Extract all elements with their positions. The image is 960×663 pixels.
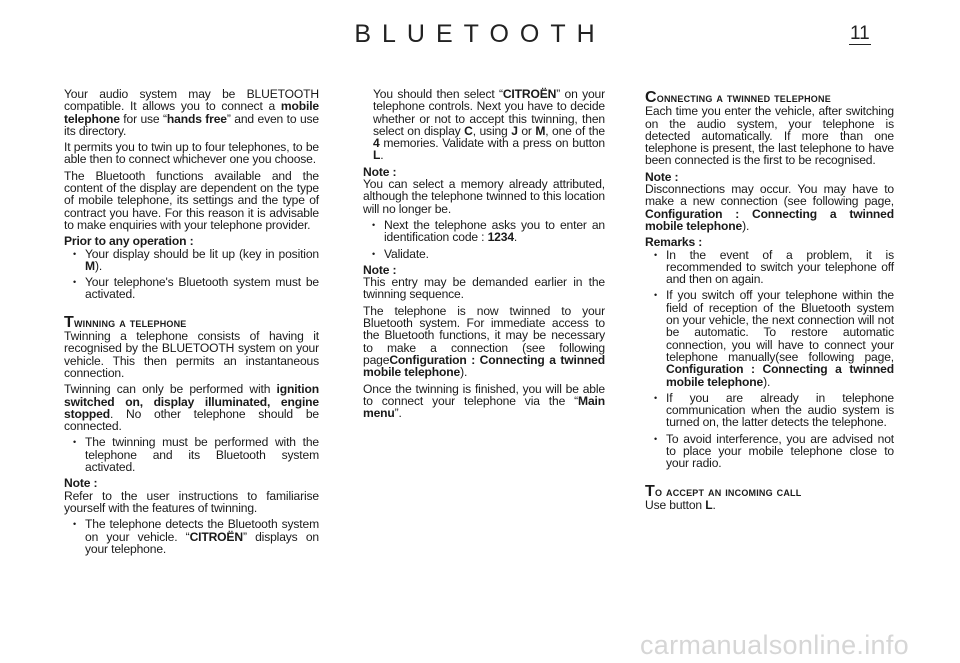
paragraph	[363, 305, 605, 379]
text: for use “	[119, 111, 167, 126]
text: ).	[763, 374, 771, 389]
text: Note :	[64, 476, 98, 491]
bold-text: L	[705, 497, 713, 512]
bullet-item	[73, 276, 319, 301]
text: or	[517, 123, 536, 138]
text: Validate.	[384, 246, 429, 261]
bold-text: hands free	[166, 111, 227, 126]
bold-text: Configuration : Connecting a twinned mobile telephone	[363, 352, 605, 380]
heading-text: winning a telephone	[73, 314, 187, 330]
bold-text: J	[511, 123, 518, 138]
bold-text: 1234	[487, 230, 514, 245]
section-heading	[645, 482, 894, 500]
bold-text: ignition switched on, display illuminated, engine stopped	[64, 382, 319, 421]
bullet-item	[73, 518, 319, 555]
bold-text: M	[535, 123, 546, 138]
bold-text: Configuration : Connecting a twinned mobile telephone	[645, 206, 894, 233]
text: ” and even to use its directory.	[64, 111, 319, 138]
bullet-item	[654, 249, 894, 286]
text: Note :	[363, 164, 397, 179]
text: Note :	[645, 169, 679, 184]
page-number: 11	[850, 23, 870, 44]
text: , one of the	[545, 123, 606, 138]
text: Each time you enter the vehicle, after switching on the audio system, your telephone is detected automatically. If more than one telephone is present, the last telephone to have been connected is the first to be recognised.	[645, 104, 894, 168]
text: In the event of a problem, it is recommended to switch your telephone off and then on again.	[666, 247, 894, 287]
text: Prior to any operation :	[64, 234, 194, 249]
text: ).	[460, 365, 468, 380]
text: It permits you to twin up to four telephones, to be able then to connect whichever one you choose.	[64, 140, 319, 167]
text: ” displays on your telephone.	[85, 529, 319, 556]
text: ”.	[394, 406, 402, 421]
paragraph	[645, 183, 894, 232]
bold-text: mobile telephone	[64, 99, 319, 126]
paragraph	[64, 88, 319, 137]
text: , using	[472, 123, 512, 138]
bold-text: Configuration : Connecting a twinned mobile telephone	[666, 362, 894, 389]
bullet-item	[654, 392, 894, 429]
bullet-item	[372, 248, 605, 260]
heading-initial: T	[645, 482, 655, 500]
text: Refer to the user instructions to familiarise yourself with the features of twinning.	[64, 488, 319, 515]
bold-text: C	[464, 123, 473, 138]
text: Your audio system may be BLUETOOTH compatible. It allows you to connect a	[64, 87, 319, 114]
text: Once the twinning is finished, you will be able to connect your telephone via the “	[363, 381, 605, 408]
paragraph	[64, 170, 319, 231]
bold-text: 4	[373, 136, 380, 151]
text: ).	[94, 258, 103, 273]
text: Remarks :	[645, 235, 703, 250]
text: Next the telephone asks you to enter an identification code :	[384, 217, 605, 245]
heading-initial: T	[64, 313, 74, 331]
text: Twinning can only be performed with	[64, 382, 277, 397]
text: Use button	[645, 497, 706, 512]
section-heading	[64, 313, 319, 331]
text: Note :	[363, 262, 397, 277]
text: You should then select “	[373, 87, 503, 101]
text: To avoid interference, you are advised not to place your mobile telephone close to your radio.	[666, 431, 894, 471]
bullet-item	[654, 433, 894, 470]
text: The twinning must be performed with the telephone and its Bluetooth system activated.	[85, 435, 319, 475]
paragraph	[363, 383, 605, 420]
bold-text: CITROËN	[189, 529, 243, 544]
text: The telephone is now twinned to your Bluetooth system. For immediate access to the Bluetooth functions, it may be necessary to make a connection (see following page	[363, 303, 605, 367]
section-heading	[645, 89, 894, 106]
text: Your telephone's Bluetooth system must be activated.	[85, 275, 319, 302]
bullet-item	[372, 219, 605, 244]
paragraph	[645, 105, 894, 166]
bold-text: Main menu	[363, 393, 605, 421]
paragraph	[363, 88, 605, 162]
text: Disconnections may occur. You may have to make a new connection (see following page,	[645, 182, 894, 209]
text: ).	[742, 218, 750, 233]
watermark: carmanualsonline.info	[640, 630, 909, 660]
bold-text: CITROËN	[502, 87, 557, 101]
page-title: BLUETOOTH	[354, 20, 606, 48]
text: This entry may be demanded earlier in the twinning sequence.	[363, 275, 605, 302]
text: .	[513, 230, 518, 245]
bullet-item	[73, 248, 319, 273]
text: If you switch off your telephone within the field of reception of the Bluetooth system on your vehicle, the next connection will not be automatic. To restore automatic connection, you will have to connect your telephone manually(see following page,	[666, 288, 894, 364]
text: The telephone detects the Bluetooth system on your vehicle. “	[85, 517, 319, 544]
heading-text: o accept an incoming call	[654, 483, 802, 499]
text: Twinning a telephone consists of having it recognised by the BLUETOOTH system on your vehicle. This then permits an instantaneous connection.	[64, 329, 319, 380]
paragraph	[645, 499, 894, 511]
text: You can select a memory already attributed, although the telephone twinned to this location will no longer be.	[363, 177, 605, 216]
paragraph	[64, 490, 319, 515]
text: If you are already in telephone communication when the audio system is turned on, the latter detects the telephone.	[666, 390, 894, 430]
heading-initial: C	[645, 89, 657, 106]
column-right	[645, 88, 894, 515]
bold-text: M	[85, 258, 95, 273]
text: memories. Validate with a press on button	[379, 136, 605, 151]
bold-text: L	[373, 148, 381, 163]
bullet-item	[654, 289, 894, 387]
paragraph	[363, 178, 605, 215]
text: Your display should be lit up (key in position	[85, 246, 319, 261]
paragraph	[64, 330, 319, 379]
heading-text: onnecting a twinned telephone	[656, 90, 831, 105]
text: ” on your telephone controls. Next you have to decide whether or not to accept this twinning, then select on display	[373, 87, 605, 138]
text: .	[380, 148, 384, 163]
column-left	[64, 88, 319, 559]
paragraph	[363, 276, 605, 301]
text: The Bluetooth functions available and the content of the display are dependent on the type of mobile telephone, its settings and the type of contract you have. For this reason it is advisable to make enquiries with your telephone provider.	[64, 168, 319, 232]
paragraph	[64, 383, 319, 432]
bullet-item	[73, 436, 319, 473]
paragraph	[64, 141, 319, 166]
text: .	[712, 497, 716, 512]
text: . No other telephone should be connected.	[64, 406, 319, 434]
column-middle	[363, 88, 605, 423]
